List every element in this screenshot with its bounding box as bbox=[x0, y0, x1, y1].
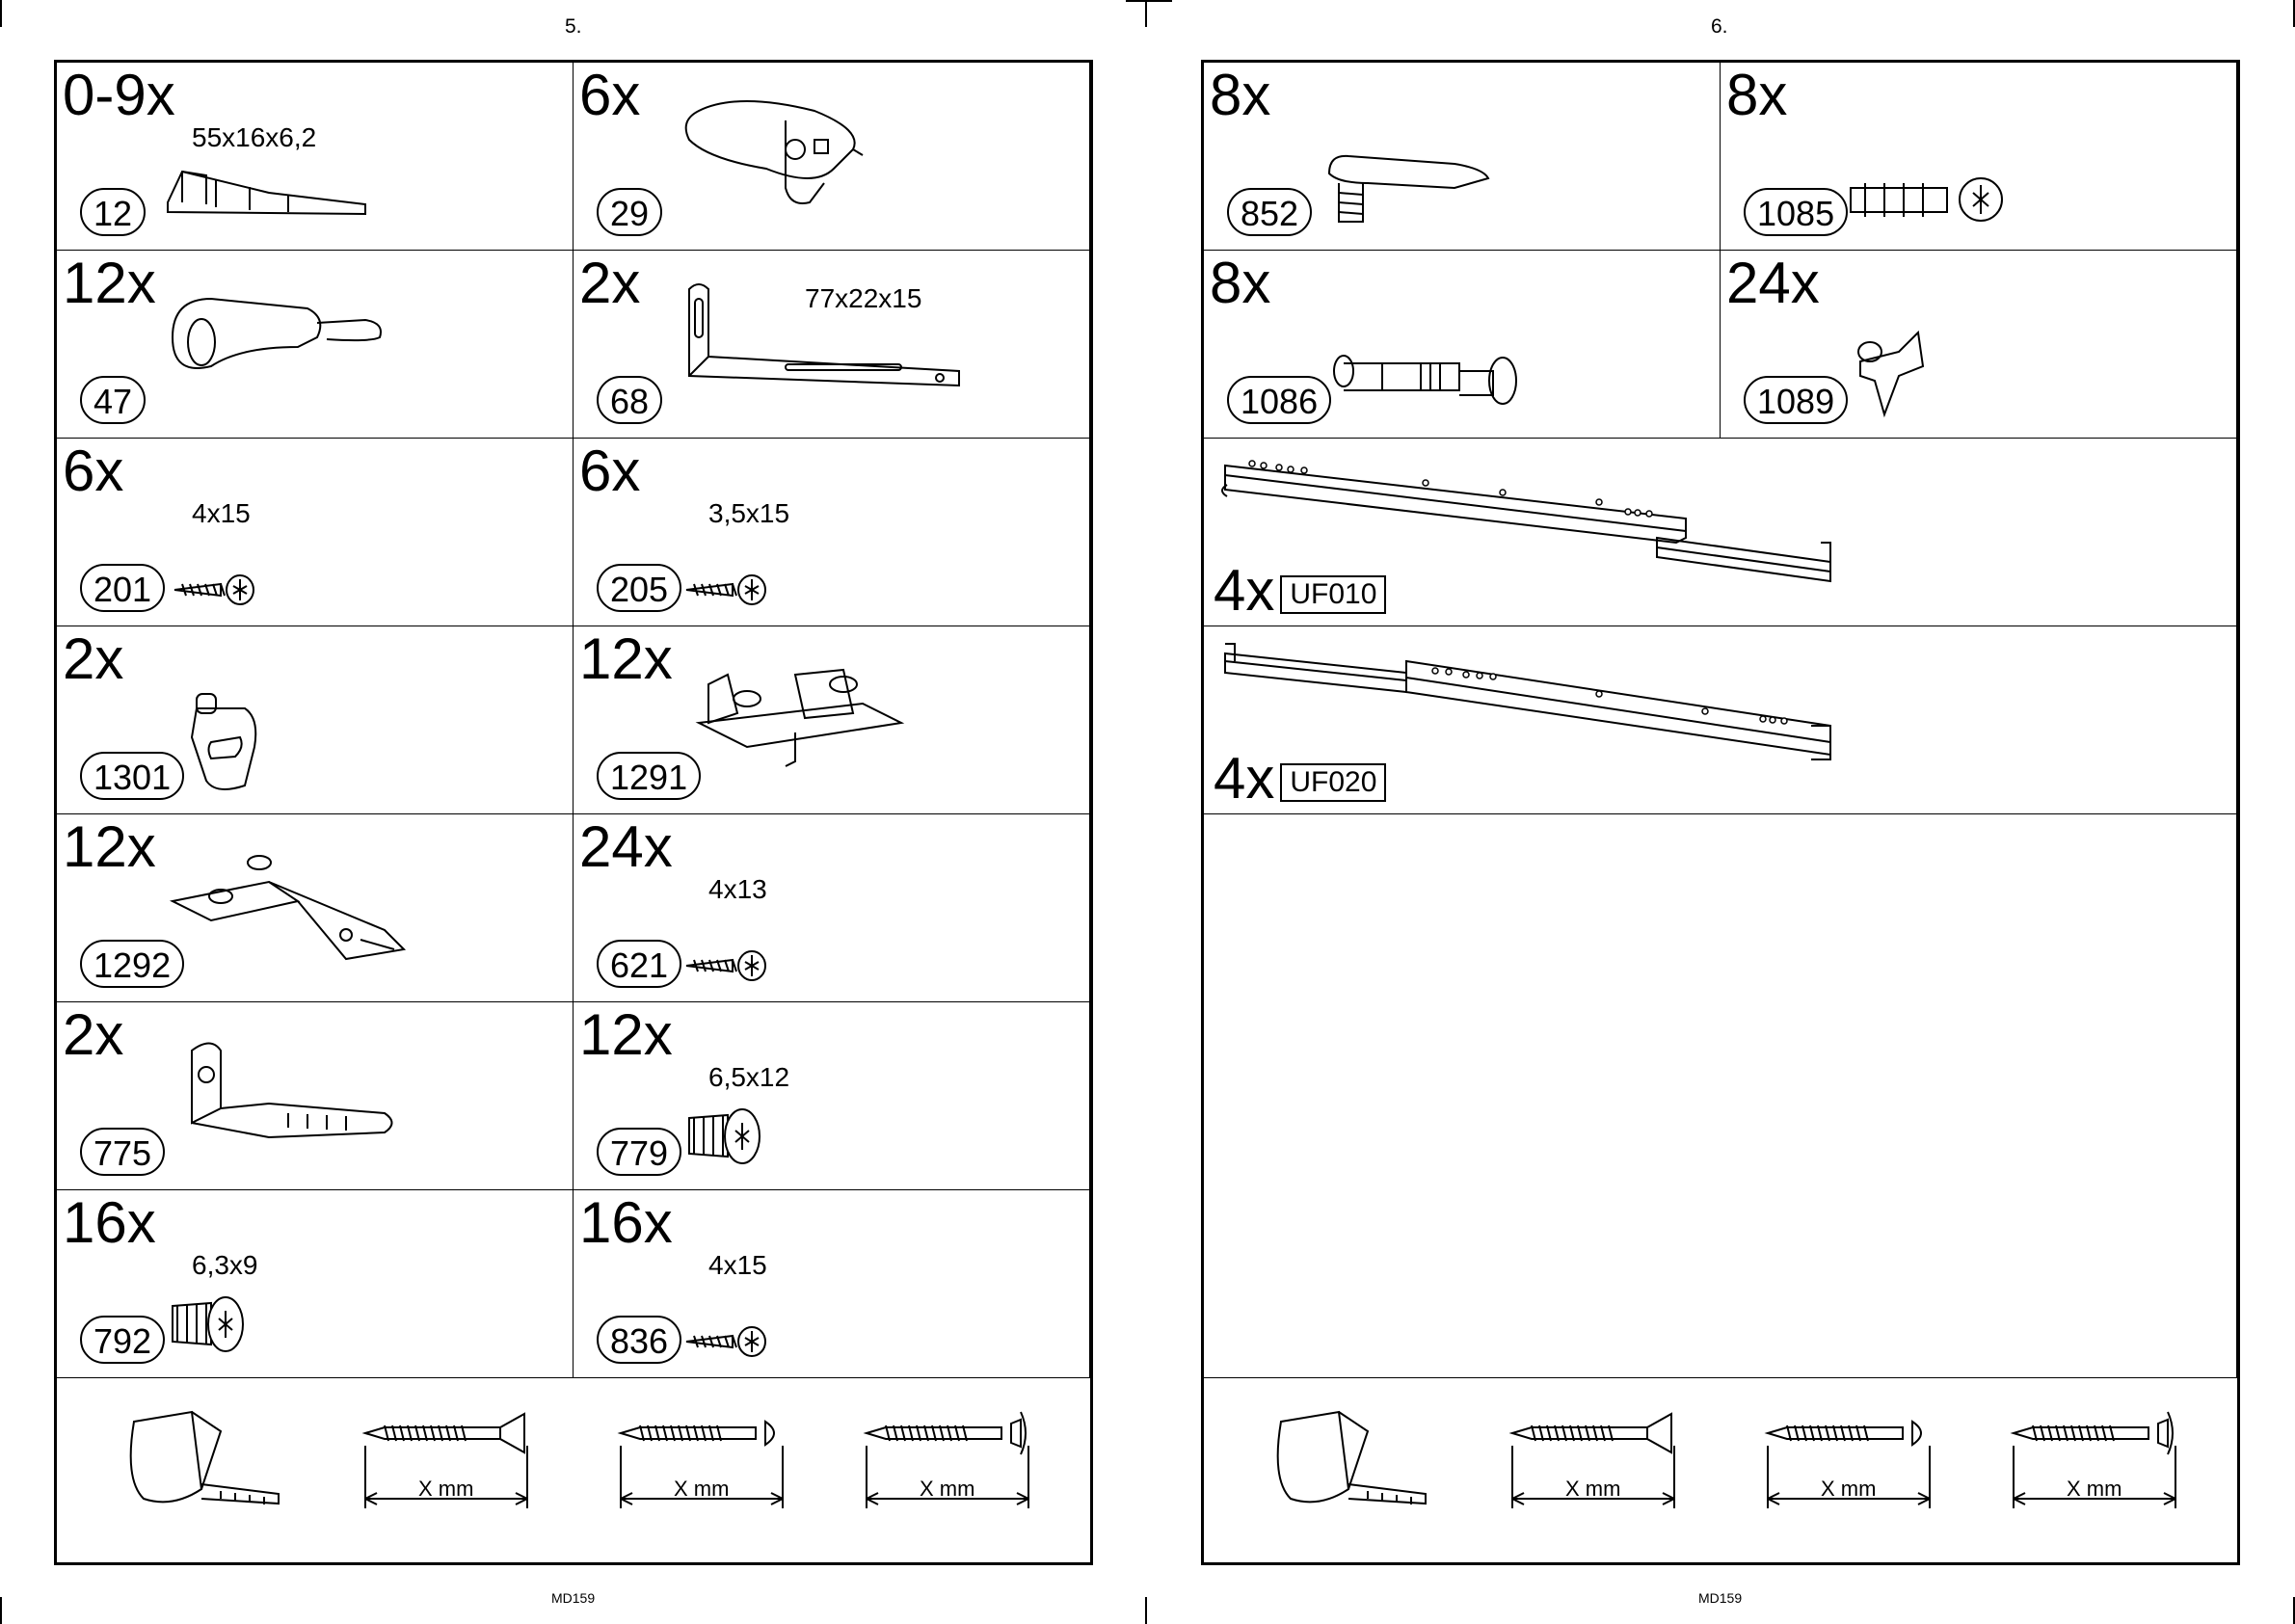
countersunk-screw-icon bbox=[1503, 1402, 1686, 1523]
wedge-icon bbox=[163, 164, 375, 236]
shelf-support-icon bbox=[1841, 323, 1937, 424]
angle-bracket-icon bbox=[670, 280, 978, 419]
part-cell bbox=[57, 251, 574, 439]
part-code: 1085 bbox=[1744, 188, 1848, 236]
part-quantity: 12x bbox=[579, 1002, 673, 1067]
measure-guide-left bbox=[57, 1378, 1090, 1562]
empty-area bbox=[1204, 814, 2237, 1378]
cam-lever-icon bbox=[1310, 145, 1503, 236]
measure-label: X mm bbox=[1821, 1477, 1877, 1501]
part-quantity: 2x bbox=[63, 1002, 124, 1067]
part-cell bbox=[57, 1002, 574, 1190]
euro-screw-icon bbox=[680, 1104, 776, 1176]
parts-panel-left bbox=[54, 60, 1093, 1565]
part-cell bbox=[57, 439, 574, 626]
part-quantity: 8x bbox=[1210, 251, 1271, 315]
measure-label: X mm bbox=[920, 1477, 975, 1501]
crop-mark bbox=[1145, 0, 1147, 27]
cam-fitting-icon bbox=[670, 92, 882, 241]
part-cell bbox=[57, 63, 574, 251]
page-number-right: 6. bbox=[1711, 15, 1728, 38]
part-quantity: 16x bbox=[579, 1190, 673, 1255]
part-code: 621 bbox=[597, 940, 681, 988]
crop-mark bbox=[0, 1597, 2, 1624]
countersunk-screw-icon bbox=[356, 1402, 539, 1523]
part-cell bbox=[57, 814, 574, 1002]
part-code: 775 bbox=[80, 1128, 165, 1176]
part-quantity: 12x bbox=[63, 814, 156, 879]
part-dimension: 4x15 bbox=[708, 1250, 767, 1280]
measure-label: X mm bbox=[418, 1477, 474, 1501]
part-code: 792 bbox=[80, 1316, 165, 1364]
hinge-icon bbox=[153, 843, 423, 983]
part-cell bbox=[574, 1002, 1090, 1190]
screw-icon bbox=[680, 950, 776, 988]
crop-mark bbox=[0, 0, 2, 27]
part-code: 1089 bbox=[1744, 376, 1848, 424]
part-dimension: 77x22x15 bbox=[805, 283, 922, 313]
hinge-plate-icon bbox=[670, 655, 921, 785]
rail-cell bbox=[1204, 439, 2237, 626]
rail-quantity: 4x bbox=[1214, 558, 1275, 623]
part-dimension: 55x16x6,2 bbox=[192, 122, 317, 152]
part-cell bbox=[1204, 63, 1721, 251]
part-quantity: 6x bbox=[63, 439, 124, 503]
round-screw-icon bbox=[611, 1402, 794, 1523]
part-cell bbox=[574, 814, 1090, 1002]
part-quantity: 8x bbox=[1210, 63, 1271, 127]
anti-tip-bracket-icon bbox=[153, 1031, 404, 1161]
connector-bolt-icon bbox=[1324, 342, 1527, 424]
pan-screw-icon bbox=[2004, 1402, 2187, 1523]
part-cell bbox=[1721, 63, 2237, 251]
part-code: 12 bbox=[80, 188, 146, 236]
crop-mark bbox=[1145, 1597, 1147, 1624]
screw-icon bbox=[680, 1326, 776, 1364]
measuring-clip-icon bbox=[95, 1402, 288, 1552]
measuring-clip-icon bbox=[1242, 1402, 1435, 1552]
part-code: 205 bbox=[597, 564, 681, 612]
rail-label bbox=[1214, 746, 1386, 811]
part-quantity: 6x bbox=[579, 63, 641, 127]
part-dimension: 4x13 bbox=[708, 874, 767, 904]
pan-screw-icon bbox=[857, 1402, 1040, 1523]
measure-label: X mm bbox=[2067, 1477, 2122, 1501]
part-cell bbox=[57, 626, 574, 814]
rail-cell bbox=[1204, 626, 2237, 814]
part-cell bbox=[1721, 251, 2237, 439]
part-cell bbox=[574, 251, 1090, 439]
wall-hanger-icon bbox=[177, 689, 274, 800]
part-quantity: 8x bbox=[1726, 63, 1788, 127]
dowel-screw-icon bbox=[1841, 164, 2024, 236]
part-cell bbox=[1204, 251, 1721, 439]
measure-label: X mm bbox=[1565, 1477, 1621, 1501]
footer-code-left: MD159 bbox=[551, 1590, 596, 1606]
part-code: 1301 bbox=[80, 752, 184, 800]
round-screw-icon bbox=[1758, 1402, 1941, 1523]
part-cell bbox=[574, 626, 1090, 814]
part-dimension: 6,3x9 bbox=[192, 1250, 258, 1280]
rail-label bbox=[1214, 558, 1386, 623]
part-quantity: 0-9x bbox=[63, 63, 175, 127]
shelf-peg-icon bbox=[153, 280, 404, 390]
footer-code-right: MD159 bbox=[1698, 1590, 1743, 1606]
part-quantity: 6x bbox=[579, 439, 641, 503]
parts-panel-right bbox=[1201, 60, 2240, 1565]
part-quantity: 12x bbox=[579, 626, 673, 691]
part-quantity: 2x bbox=[63, 626, 124, 691]
part-quantity: 12x bbox=[63, 251, 156, 315]
part-code: 1086 bbox=[1227, 376, 1331, 424]
part-code: 779 bbox=[597, 1128, 681, 1176]
part-cell bbox=[574, 63, 1090, 251]
measure-guide-right bbox=[1204, 1378, 2237, 1562]
measure-label: X mm bbox=[674, 1477, 730, 1501]
part-code: 68 bbox=[597, 376, 662, 424]
part-quantity: 24x bbox=[1726, 251, 1820, 315]
part-code: 836 bbox=[597, 1316, 681, 1364]
part-dimension: 3,5x15 bbox=[708, 498, 790, 528]
screw-icon bbox=[680, 574, 776, 612]
rail-code: UF010 bbox=[1280, 575, 1386, 614]
part-code: 1291 bbox=[597, 752, 701, 800]
part-code: 29 bbox=[597, 188, 662, 236]
part-code: 201 bbox=[80, 564, 165, 612]
rail-quantity: 4x bbox=[1214, 746, 1275, 811]
page-number-left: 5. bbox=[565, 15, 582, 38]
part-dimension: 6,5x12 bbox=[708, 1062, 790, 1092]
flange-screw-icon bbox=[163, 574, 269, 612]
part-cell bbox=[574, 1190, 1090, 1378]
part-cell bbox=[574, 439, 1090, 626]
part-code: 852 bbox=[1227, 188, 1312, 236]
euro-screw-icon bbox=[163, 1291, 259, 1364]
crop-mark bbox=[1126, 0, 1172, 2]
part-code: 1292 bbox=[80, 940, 184, 988]
part-cell bbox=[57, 1190, 574, 1378]
part-dimension: 4x15 bbox=[192, 498, 251, 528]
part-quantity: 16x bbox=[63, 1190, 156, 1255]
part-quantity: 24x bbox=[579, 814, 673, 879]
part-code: 47 bbox=[80, 376, 146, 424]
part-quantity: 2x bbox=[579, 251, 641, 315]
rail-code: UF020 bbox=[1280, 763, 1386, 802]
